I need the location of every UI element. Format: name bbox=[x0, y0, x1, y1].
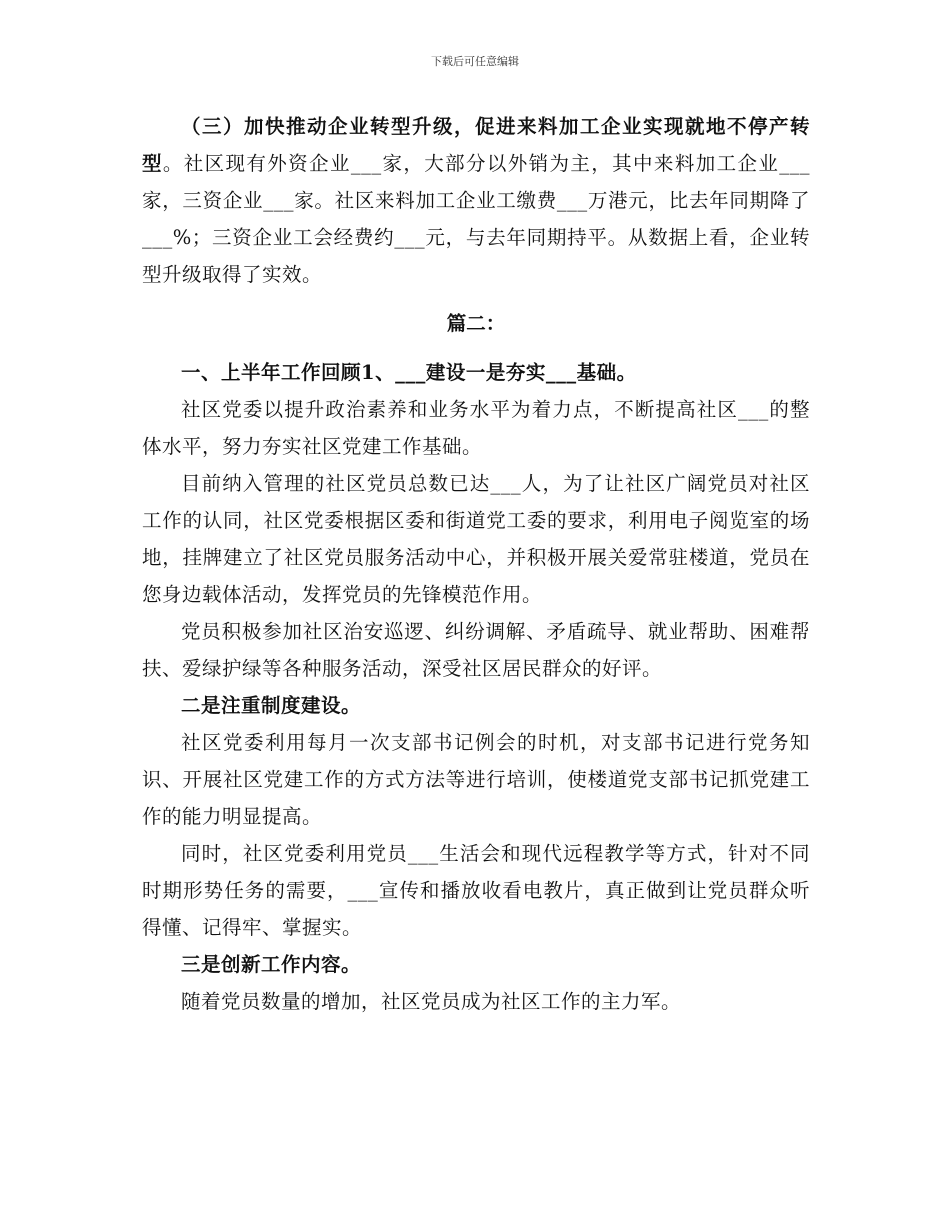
part-two-title: 篇二： bbox=[446, 312, 506, 335]
section-three-body: 。社区现有外资企业___家，大部分以外销为主，其中来料加工企业___家，三资企业___家。社区来料加工企业工缴费___万港元，比去年同期降了___%；三资企业工会经费约___元，与去年同期持平。从数据上看，企业转型升级取得了实效。 bbox=[142, 152, 810, 286]
innovation-paragraph-1: 随着党员数量的增加，社区党员成为社区工作的主力军。 bbox=[181, 990, 682, 1013]
review-heading: 一、上半年工作回顾1、___建设一是夯实___基础。 bbox=[181, 361, 637, 384]
review-paragraph-3: 党员积极参加社区治安巡逻、纠纷调解、矛盾疏导、就业帮助、困难帮扶、爱绿护绿等各种服务活动，深受社区居民群众的好评。 bbox=[142, 620, 810, 680]
section-three-paragraph bbox=[142, 108, 810, 293]
system-heading: 二是注重制度建设。 bbox=[181, 694, 362, 717]
system-paragraph-1: 社区党委利用每月一次支部书记例会的时机，对支部书记进行党务知识、开展社区党建工作的方式方法等进行培训，使楼道党支部书记抓党建工作的能力明显提高。 bbox=[142, 731, 810, 828]
section-three-lead: （三）加快推动企业转型升级，促进来料加工企业实现就地不停产转型 bbox=[142, 115, 810, 175]
innovation-heading: 三是创新工作内容。 bbox=[181, 953, 362, 976]
system-paragraph-2: 同时，社区党委利用党员___生活会和现代远程教学等方式，针对不同时期形势任务的需要，___宣传和播放收看电教片，真正做到让党员群众听得懂、记得牢、掌握实。 bbox=[142, 842, 810, 939]
review-paragraph-2: 目前纳入管理的社区党员总数已达___人，为了让社区广阔党员对社区工作的认同，社区党委根据区委和街道党工委的要求，利用电子阅览室的场地，挂牌建立了社区党员服务活动中心，并积极开展关爱常驻楼道，党员在您身边载体活动，发挥党员的先锋模范作用。 bbox=[142, 472, 810, 606]
review-paragraph-1: 社区党委以提升政治素养和业务水平为着力点，不断提高社区___的整体水平，努力夯实社区党建工作基础。 bbox=[142, 398, 810, 458]
page-header: 下载后可任意编辑 bbox=[431, 55, 519, 68]
document-body bbox=[142, 108, 810, 1020]
